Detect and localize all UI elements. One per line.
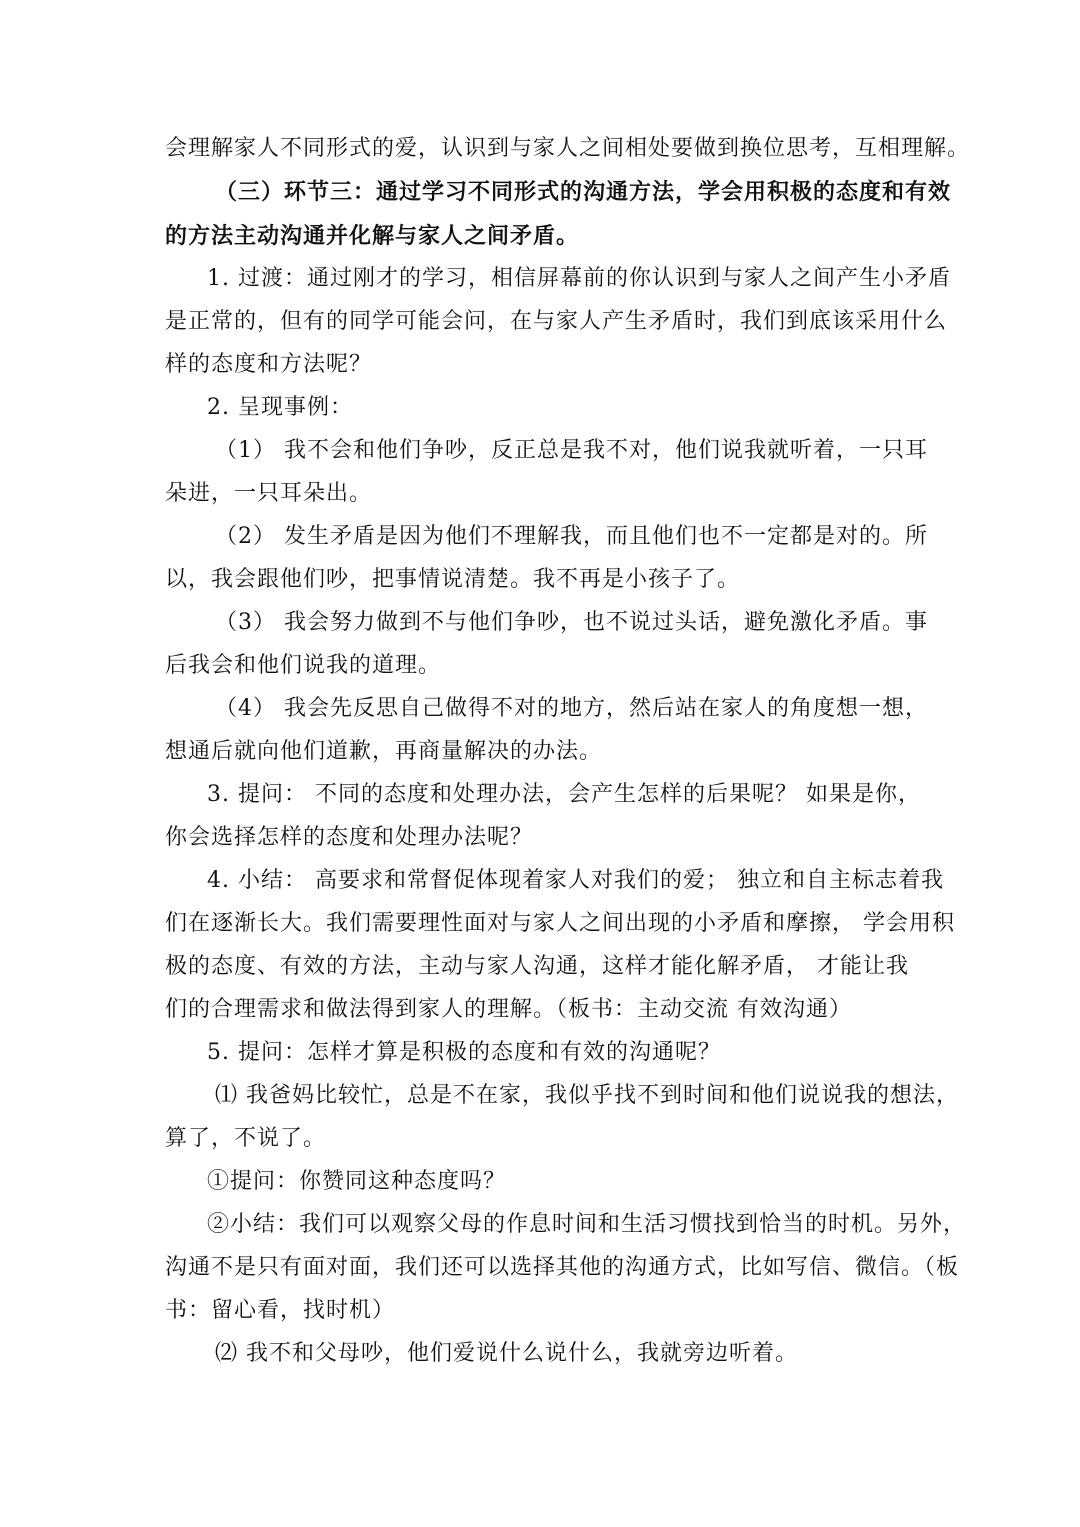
paragraph-line: 1. 过渡：通过刚才的学习，相信屏幕前的你认识到与家人之间产生小矛盾 [207,266,951,291]
paragraph-line: （1） 我不会和他们争吵，反正总是我不对，他们说我就听着，一只耳 [215,438,928,463]
paragraph-line: 5. 提问：怎样才算是积极的态度和有效的沟通呢？ [207,1040,721,1065]
paragraph-line: 2. 呈现事例： [207,395,353,420]
paragraph-line: 想通后就向他们道歉，再商量解决的办法。 [165,739,603,764]
paragraph-line: 以，我会跟他们吵，把事情说清楚。我不再是小孩子了。 [165,567,741,592]
paragraph-line: （3） 我会努力做到不与他们争吵，也不说过头话，避免激化矛盾。事 [215,610,928,635]
paragraph-line: 沟通不是只有面对面，我们还可以选择其他的沟通方式，比如写信、微信。（板 [165,1255,960,1280]
paragraph-line: 样的态度和方法呢？ [165,352,373,377]
paragraph-line: 你会选择怎样的态度和处理办法呢？ [165,825,534,850]
paragraph-line: 是正常的，但有的同学可能会问，在与家人产生矛盾时，我们到底该采用什么 [165,309,948,334]
paragraph-line: 极的态度、有效的方法，主动与家人沟通，这样才能化解矛盾， 才能让我 [165,954,909,979]
paragraph-line: 3. 提问： 不同的态度和处理办法，会产生怎样的后果呢？ 如果是你， [207,782,921,807]
paragraph-line: （2） 发生矛盾是因为他们不理解我，而且他们也不一定都是对的。所 [215,524,928,549]
paragraph-line: 们在逐渐长大。我们需要理性面对与家人之间出现的小矛盾和摩擦， 学会用积 [165,911,955,936]
paragraph-line: ⑴ 我爸妈比较忙，总是不在家，我似乎找不到时间和他们说说我的想法， [215,1083,959,1108]
section-heading-continued: 的方法主动沟通并化解与家人之间矛盾。 [165,224,580,249]
paragraph-line: 们的合理需求和做法得到家人的理解。（板书：主动交流 有效沟通） [165,997,852,1022]
paragraph-line: 4. 小结： 高要求和常督促体现着家人对我们的爱； 独立和自主标志着我 [207,868,944,893]
paragraph-line: 会理解家人不同形式的爱，认识到与家人之间相处要做到换位思考，互相理解。 [165,136,971,161]
paragraph-line: 算了，不说了。 [165,1126,327,1151]
paragraph-line: 后我会和他们说我的道理。 [165,653,442,678]
paragraph-line: ②小结：我们可以观察父母的作息时间和生活习惯找到恰当的时机。另外， [207,1212,967,1237]
paragraph-line: ①提问：你赞同这种态度吗？ [207,1169,507,1194]
paragraph-line: 书：留心看，找时机） [165,1298,396,1323]
section-heading: （三）环节三：通过学习不同形式的沟通方法，学会用积极的态度和有效 [215,180,952,205]
paragraph-line: 朵进，一只耳朵出。 [165,481,373,506]
paragraph-line: ⑵ 我不和父母吵，他们爱说什么说什么，我就旁边听着。 [215,1341,798,1366]
paragraph-line: （4） 我会先反思自己做得不对的地方，然后站在家人的角度想一想， [215,696,928,721]
